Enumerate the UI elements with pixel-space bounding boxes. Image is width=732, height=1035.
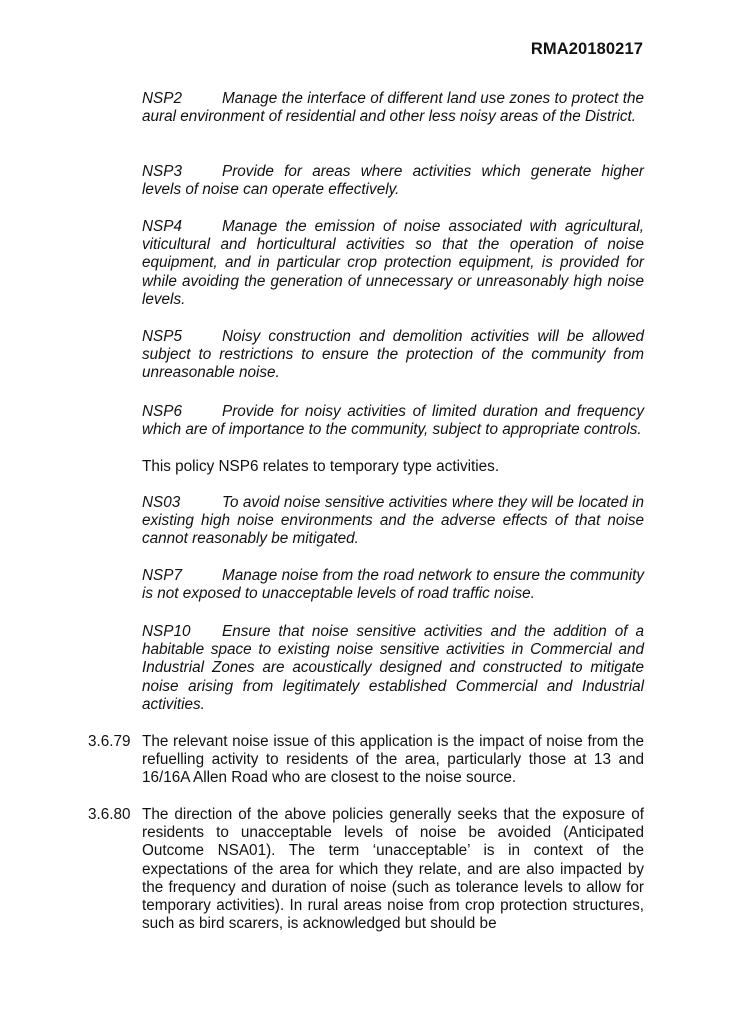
policy-ns03 xyxy=(142,494,644,549)
policy-nsp3 xyxy=(142,163,644,199)
policy-nsp5 xyxy=(142,328,644,383)
policy-text: Ensure that noise sensitive activities and the addition of a habitable space to existing noise sensitive activities in Commercial and Industrial Zones are acoustically designed and constructed to mitigate noise arising from legitimately established Commercial and Industrial activities. xyxy=(142,623,644,713)
policy-text: Manage noise from the road network to ensure the community is not exposed to unacceptable levels of road traffic noise. xyxy=(142,567,644,603)
policy-nsp2 xyxy=(142,90,644,126)
policy-code: NSP4 xyxy=(142,218,182,235)
policy-text: Provide for areas where activities which generate higher levels of noise can operate effectively. xyxy=(142,163,644,199)
policy-text: Provide for noisy activities of limited duration and frequency which are of importance to the community, subject to appropriate controls. xyxy=(142,403,644,439)
policy-code: NSP3 xyxy=(142,163,182,180)
policy-code: NSP2 xyxy=(142,90,182,107)
paragraph-text: The direction of the above policies generally seeks that the exposure of residents to unacceptable levels of noise be avoided (Anticipated Outcome NSA01). The term ‘unacceptable’ is in context of the expectations of the area for which they relate, and are also impacted by the frequency and duration of noise (such as tolerance levels to allow for temporary activities). In rural areas noise from crop protection structures, such as bird scarers, is acknowledged but should be xyxy=(142,806,644,933)
policy-code: NSP5 xyxy=(142,328,182,345)
policy-text: To avoid noise sensitive activities where they will be located in existing high noise environments and the adverse effects of that noise cannot reasonably be mitigated. xyxy=(142,494,644,548)
policy-code: NSP6 xyxy=(142,403,182,420)
policy-text: Noisy construction and demolition activities will be allowed subject to restrictions to ensure the protection of the community from unreasonable noise. xyxy=(142,328,644,382)
policy-nsp4 xyxy=(142,218,644,309)
policy-text: Manage the interface of different land use zones to protect the aural environment of residential and other less noisy areas of the District. xyxy=(142,90,644,126)
policy-nsp7 xyxy=(142,567,644,603)
policy-nsp10 xyxy=(142,623,644,714)
policy-code: NSP7 xyxy=(142,567,182,584)
paragraph-3-6-79 xyxy=(88,733,644,788)
policy-code: NSP10 xyxy=(142,623,191,640)
paragraph-text: The relevant noise issue of this application is the impact of noise from the refuelling activity to residents of the area, particularly those at 13 and 16/16A Allen Road who are closest to the noise source. xyxy=(142,733,644,787)
policy-nsp6-note: This policy NSP6 relates to temporary type activities. xyxy=(142,458,500,475)
policy-text: Manage the emission of noise associated with agricultural, viticultural and horticultural activities so that the operation of noise equipment, and in particular crop protection equipment, is provided for while avoiding the generation of unnecessary or unreasonably high noise levels. xyxy=(142,218,644,308)
paragraph-3-6-80 xyxy=(88,806,644,933)
paragraph-number: 3.6.80 xyxy=(88,806,131,823)
document-reference: RMA20180217 xyxy=(530,40,643,58)
paragraph-number: 3.6.79 xyxy=(88,733,131,750)
policy-nsp6 xyxy=(142,403,644,439)
policy-code: NS03 xyxy=(142,494,181,511)
